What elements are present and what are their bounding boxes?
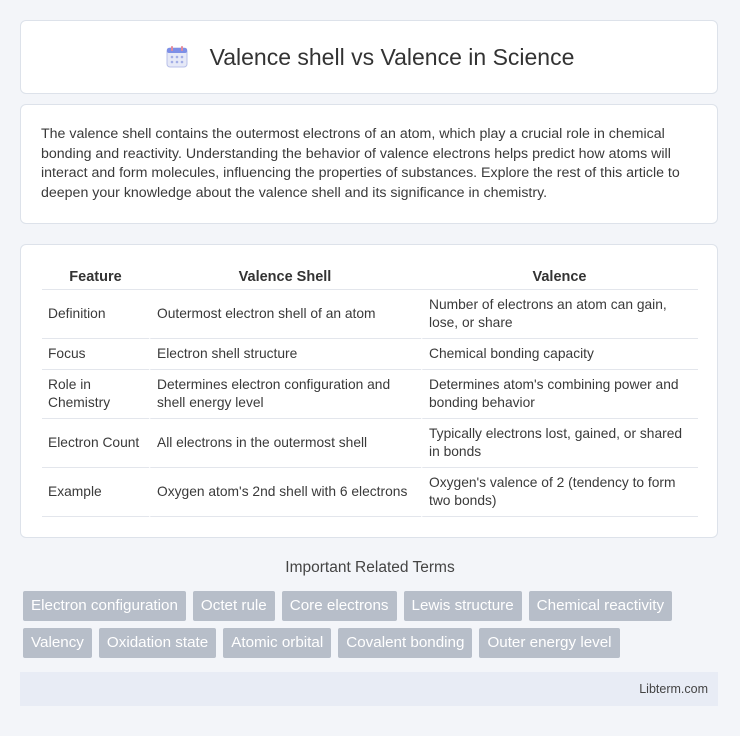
calendar-icon (164, 44, 190, 70)
title-card (20, 20, 718, 94)
related-term-tag[interactable]: Oxidation state (99, 628, 216, 658)
related-terms-title: Important Related Terms (285, 559, 455, 576)
intro-card (20, 104, 718, 224)
page-title: Valence shell vs Valence in Science (209, 43, 575, 70)
row-feature: Definition (42, 290, 149, 339)
table-row (42, 339, 698, 370)
table-header-row (42, 265, 698, 290)
table-row (42, 468, 698, 517)
row-valence: Oxygen's valence of 2 (tendency to form two bonds) (421, 468, 698, 517)
related-terms-list (23, 591, 723, 658)
related-term-tag[interactable]: Atomic orbital (223, 628, 331, 658)
row-feature: Focus (42, 339, 149, 370)
footer-site-link[interactable]: Libterm.com (639, 682, 708, 696)
row-valence-shell: Oxygen atom's 2nd shell with 6 electrons (149, 468, 421, 517)
header-feature: Feature (42, 265, 149, 290)
title-wrap (164, 44, 575, 71)
related-term-tag[interactable]: Covalent bonding (338, 628, 472, 658)
table-row (42, 419, 698, 468)
row-valence-shell: Electron shell structure (149, 339, 421, 370)
row-feature: Role in Chemistry (42, 370, 149, 419)
footer (20, 672, 718, 706)
row-valence-shell: All electrons in the outermost shell (149, 419, 421, 468)
row-valence-shell: Determines electron configuration and shell energy level (149, 370, 421, 419)
table-row (42, 370, 698, 419)
row-feature: Electron Count (42, 419, 149, 468)
comparison-table (42, 265, 698, 517)
header-valence-shell: Valence Shell (149, 265, 421, 290)
row-valence: Determines atom's combining power and bonding behavior (421, 370, 698, 419)
table-row (42, 290, 698, 339)
related-term-tag[interactable]: Chemical reactivity (529, 591, 672, 621)
related-term-tag[interactable]: Outer energy level (479, 628, 619, 658)
row-valence: Typically electrons lost, gained, or shared in bonds (421, 419, 698, 468)
related-term-tag[interactable]: Core electrons (282, 591, 397, 621)
related-term-tag[interactable]: Electron configuration (23, 591, 186, 621)
intro-paragraph: The valence shell contains the outermost electrons of an atom, which play a crucial role in chemical bonding and reactivity. Understanding the behavior of valence electrons helps predict how atoms will interact and form molecules, influencing the properties of substances. Explore the rest of this article to deepen your knowledge about the valence shell and its significance in chemistry. (41, 126, 680, 201)
related-term-tag[interactable]: Valency (23, 628, 92, 658)
related-term-tag[interactable]: Lewis structure (404, 591, 522, 621)
comparison-card (20, 244, 718, 538)
header-valence: Valence (421, 265, 698, 290)
row-feature: Example (42, 468, 149, 517)
related-term-tag[interactable]: Octet rule (193, 591, 275, 621)
row-valence: Number of electrons an atom can gain, lose, or share (421, 290, 698, 339)
row-valence: Chemical bonding capacity (421, 339, 698, 370)
row-valence-shell: Outermost electron shell of an atom (149, 290, 421, 339)
